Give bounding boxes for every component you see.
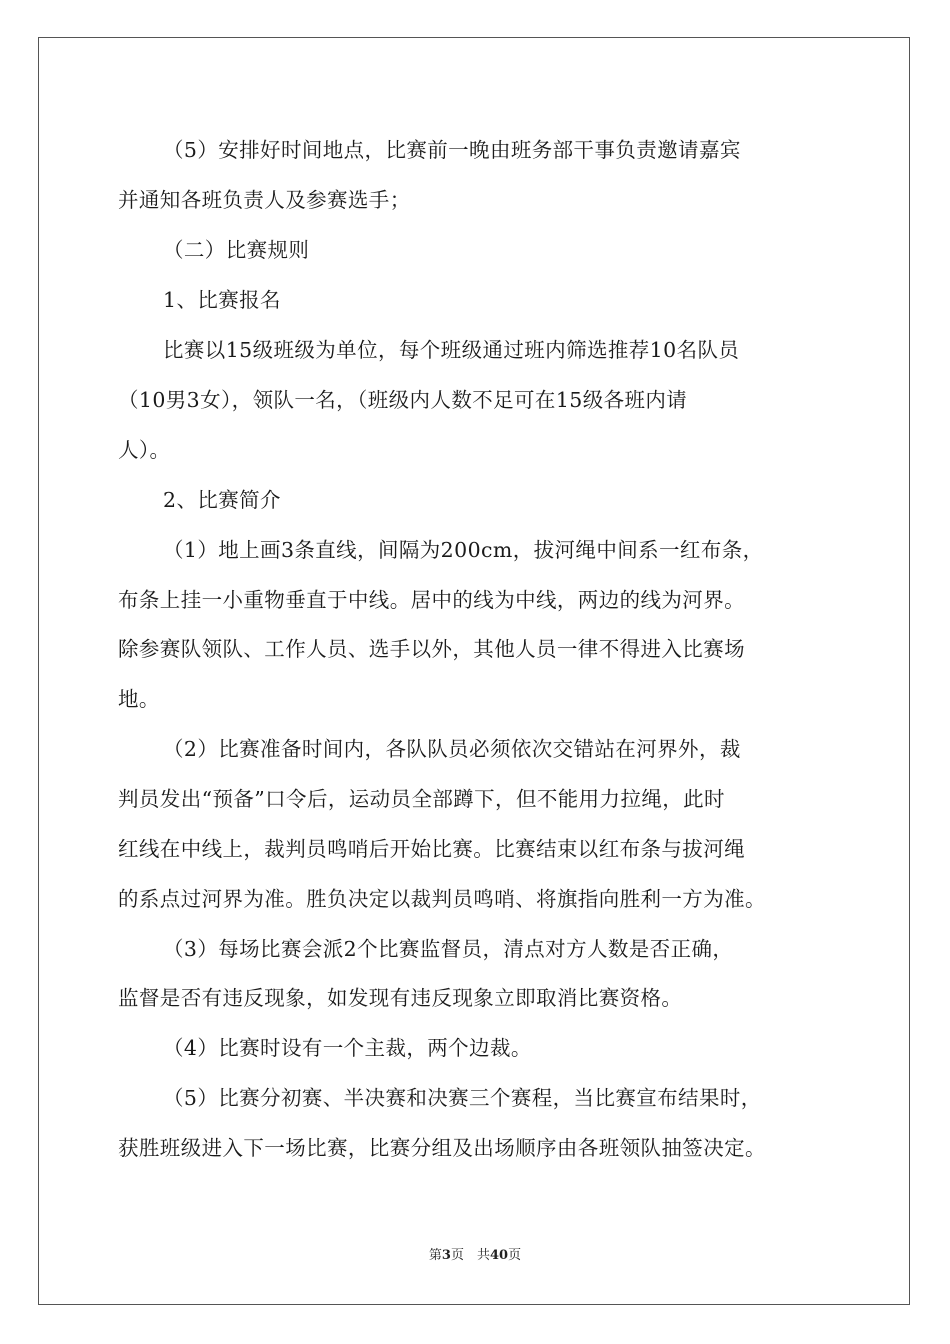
current-page-number: 3 bbox=[441, 1248, 451, 1263]
paragraph-line: （1）地上画3条直线，间隔为200cm，拔河绳中间系一红布条， bbox=[163, 538, 764, 562]
paragraph-line: 监督是否有违反现象，如发现有违反现象立即取消比赛资格。 bbox=[118, 986, 683, 1010]
paragraph-line: 判员发出“预备”口令后，运动员全部蹲下，但不能用力拉绳，此时 bbox=[118, 787, 725, 811]
paragraph-line: 的系点过河界为准。胜负决定以裁判员鸣哨、将旗指向胜利一方为准。 bbox=[118, 887, 766, 911]
section-heading: （二）比赛规则 bbox=[163, 238, 310, 262]
paragraph-line: 人）。 bbox=[118, 438, 171, 462]
page-border bbox=[38, 37, 910, 1305]
paragraph-line: 比赛以15级班级为单位，每个班级通过班内筛选推荐10名队员 bbox=[163, 338, 740, 362]
paragraph-line: （5）安排好时间地点，比赛前一晚由班务部干事负责邀请嘉宾 bbox=[163, 138, 741, 162]
paragraph-line: 除参赛队领队、工作人员、选手以外，其他人员一律不得进入比赛场 bbox=[118, 637, 745, 661]
paragraph-line: （4）比赛时设有一个主裁，两个边裁。 bbox=[163, 1036, 532, 1060]
paragraph-line: 获胜班级进入下一场比赛，比赛分组及出场顺序由各班领队抽签决定。 bbox=[118, 1136, 766, 1160]
paragraph-line: （5）比赛分初赛、半决赛和决赛三个赛程，当比赛宣布结果时， bbox=[163, 1086, 762, 1110]
subsection-heading: 2、比赛简介 bbox=[163, 488, 281, 512]
paragraph-line: 红线在中线上，裁判员鸣哨后开始比赛。比赛结束以红布条与拔河绳 bbox=[118, 837, 745, 861]
subsection-heading: 1、比赛报名 bbox=[163, 288, 281, 312]
paragraph-line: 并通知各班负责人及参赛选手； bbox=[118, 188, 411, 212]
footer-prefix: 第 bbox=[428, 1248, 442, 1263]
paragraph-line: 布条上挂一小重物垂直于中线。居中的线为中线，两边的线为河界。 bbox=[118, 588, 745, 612]
footer-mid: 页 共 bbox=[450, 1248, 490, 1263]
paragraph-line: 地。 bbox=[118, 687, 160, 711]
paragraph-line: （10男3女），领队一名，（班级内人数不足可在15级各班内请 bbox=[118, 388, 688, 412]
paragraph-line: （2）比赛准备时间内，各队队员必须依次交错站在河界外，裁 bbox=[163, 737, 741, 761]
total-page-count: 40 bbox=[489, 1248, 509, 1263]
footer-suffix: 页 bbox=[508, 1248, 522, 1263]
page-footer bbox=[0, 1247, 950, 1265]
paragraph-line: （3）每场比赛会派2个比赛监督员，清点对方人数是否正确， bbox=[163, 937, 734, 961]
